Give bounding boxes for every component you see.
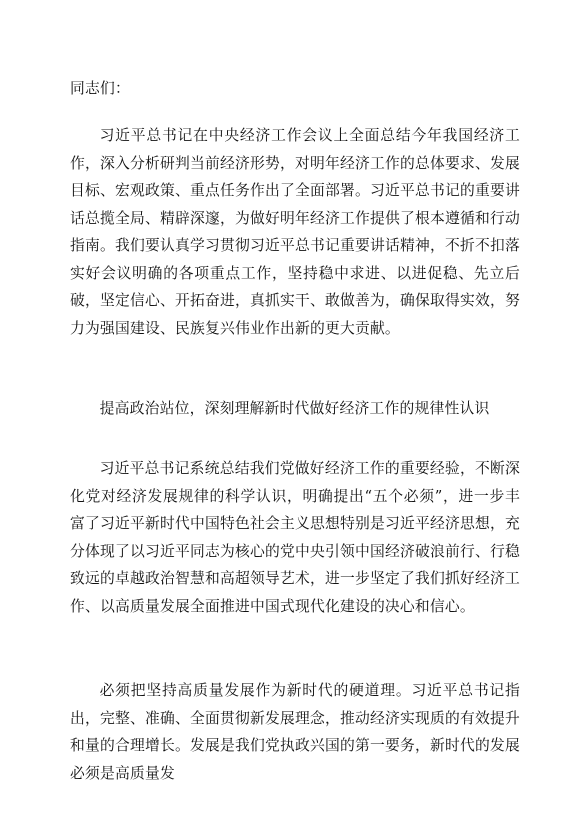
section-heading: 提高政治站位，深刻理解新时代做好经济工作的规律性认识 — [99, 400, 490, 417]
section-body-paragraph: 习近平总书记系统总结我们党做好经济工作的重要经验，不断深化党对经济发展规律的科学认识，明确提出“五个必须”，进一步丰富了习近平新时代中国特色社会主义思想特别是习近平经济思想，充分体现了以习近平同志为核心的党中央引领中国经济破浪前行、行稳致远的卓越政治智慧和高超领导艺术，进一步坚定了我们抓好经济工作、以高质量发展全面推进中国式现代化建设的决心和信心。 — [70, 460, 520, 615]
tail-paragraph: 必须把坚持高质量发展作为新时代的硬道理。习近平总书记指出，完整、准确、全面贯彻新发展理念，推动经济实现质的有效提升和量的合理增长。发展是我们党执政兴国的第一要务，新时代的发展必须是高质量发 — [70, 682, 520, 782]
intro-paragraph: 习近平总书记在中央经济工作会议上全面总结今年我国经济工作，深入分析研判当前经济形势，对明年经济工作的总体要求、发展目标、宏观政策、重点任务作出了全面部署。习近平总书记的重要讲话总揽全局、精辟深邃，为做好明年经济工作提供了根本遵循和行动指南。我们要认真学习贯彻习近平总书记重要讲话精神，不折不扣落实好会议明确的各项重点工作，坚持稳中求进、以进促稳、先立后破，坚定信心、开拓奋进，真抓实干、敢做善为，确保取得实效，努力为强国建设、民族复兴伟业作出新的更大贡献。 — [70, 127, 520, 337]
salutation: 同志们： — [70, 80, 130, 97]
